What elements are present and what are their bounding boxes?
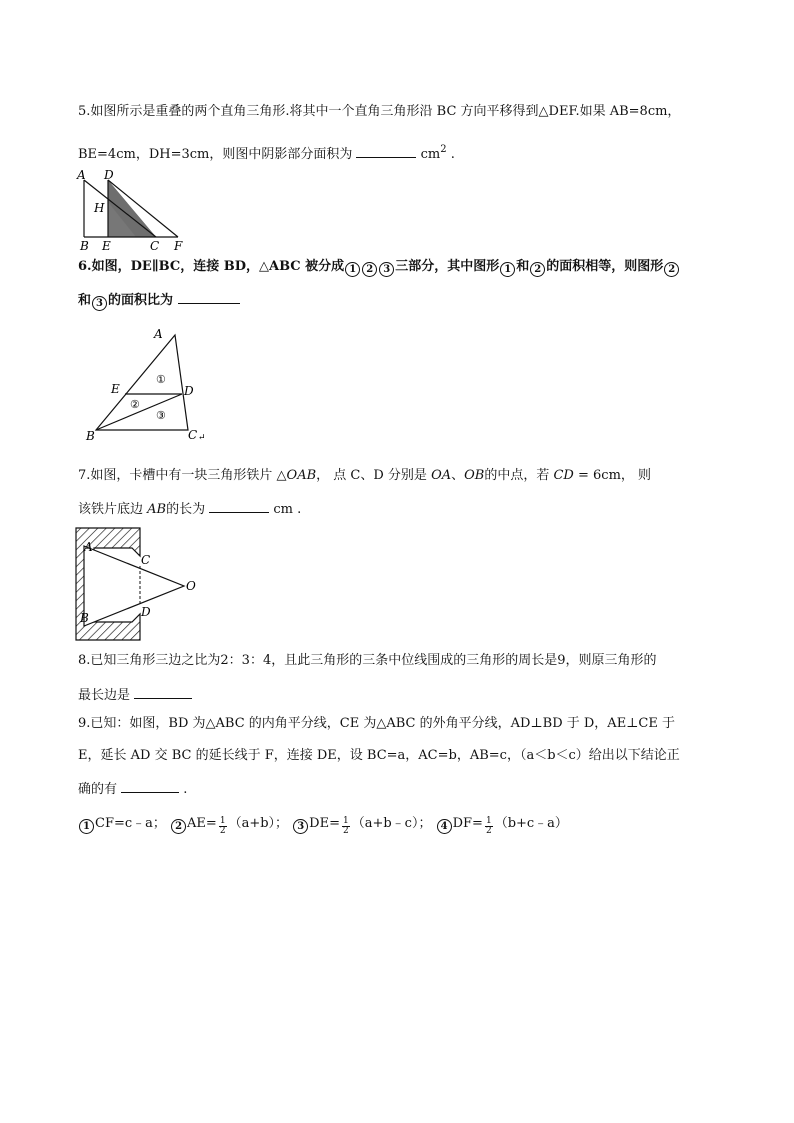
q9-option-4a: DF= — [452, 816, 483, 831]
q8-text: 最长边是 — [78, 688, 135, 703]
q7-text-d: 的中点，若 — [484, 468, 554, 483]
q7-label-a: A — [84, 540, 93, 554]
q6-triangle-abc — [96, 335, 188, 430]
q6-text-e: 和 — [78, 293, 92, 308]
q7-label-o: O — [186, 579, 196, 593]
q6-text-b: 三部分，其中图形 — [395, 259, 500, 274]
q9-line2: E，延长 AD 交 BC 的延长线于 F，连接 DE，设 BC=a，AC=b，AB=c，（a＜b＜c）给出以下结论正 — [78, 748, 680, 763]
q7-oa: OA — [431, 468, 452, 483]
q9-frac-2-num: 1 — [219, 816, 226, 826]
q9-option-3a: DE= — [309, 816, 340, 831]
q6-circ-3a: 3 — [379, 262, 394, 277]
q9-frac-4-den: 2 — [485, 826, 492, 836]
q9-line1: 9.已知：如图，BD 为△ABC 的内角平分线，CE 为△ABC 的外角平分线，AD⊥BD 于 D，AE⊥CE 于 — [78, 716, 675, 731]
q9-option-2b: （a+b）； — [228, 816, 289, 831]
q7-ob: OB — [464, 468, 485, 483]
q7-cd-value: = 6cm — [573, 468, 621, 483]
q6-label-d: D — [184, 384, 194, 398]
q5-label-e: E — [102, 239, 111, 252]
q9-circ-3: 3 — [293, 819, 308, 834]
q6-line1 — [78, 258, 680, 277]
q5-label-f: F — [174, 239, 183, 252]
q6-circ-3b: 3 — [92, 296, 107, 311]
q6-answer-blank[interactable] — [178, 289, 240, 304]
q6-circ-2a: 2 — [362, 262, 377, 277]
q8-line1: 8.已知三角形三边之比为2：3：4，且此三角形的三条中位线围成的三角形的周长是9，则原三角形的 — [78, 653, 657, 668]
q9-answer-blank[interactable] — [121, 778, 179, 793]
q5-answer-blank[interactable] — [356, 143, 416, 158]
q6-label-b: B — [86, 429, 95, 443]
q9-options — [78, 815, 568, 836]
q7-oab: OAB — [286, 468, 317, 483]
q9-frac-4-num: 1 — [485, 816, 492, 826]
q9-option-4b: （b+c﹣a） — [494, 816, 568, 831]
q6-circ-2b: 2 — [530, 262, 545, 277]
q5-unit: cm — [416, 147, 441, 162]
q5-line1: 5.如图所示是重叠的两个直角三角形.将其中一个直角三角形沿 BC 方向平移得到△DEF.如果 AB=8cm， — [78, 104, 681, 119]
q7-unit: cm — [269, 502, 293, 517]
q6-text-c: 和 — [516, 259, 530, 274]
q9-frac-2 — [219, 817, 227, 836]
q9-frac-3 — [342, 817, 350, 836]
q7-label-b: B — [80, 611, 89, 625]
q7-triangle-oab — [84, 546, 184, 626]
q8-line2 — [78, 684, 192, 705]
q6-label-e: E — [111, 382, 120, 396]
q9-option-1: CF=c﹣a； — [95, 816, 166, 831]
q9-circ-1: 1 — [79, 819, 94, 834]
q7-ab: AB — [147, 502, 167, 517]
q5-label-a: A — [77, 168, 86, 182]
q9-circ-2: 2 — [171, 819, 186, 834]
q9-line3 — [78, 778, 187, 799]
q5-label-b: B — [80, 239, 89, 252]
q6-text-d: 的面积相等，则图形 — [546, 259, 664, 274]
q9-end: . — [179, 782, 188, 797]
q6-line2 — [78, 289, 240, 311]
q5-label-d: D — [104, 168, 114, 182]
q7-text-g: 的长为 — [166, 502, 210, 517]
q7-text-a: 7.如图，卡槽中有一块三角形铁片 — [78, 468, 277, 483]
q5-end: . — [446, 147, 455, 162]
q7-tri-symbol: △ — [276, 468, 287, 483]
q7-answer-blank[interactable] — [209, 498, 269, 513]
q9-frac-3-num: 1 — [342, 816, 349, 826]
q5-unit-sup: 2 — [440, 144, 447, 155]
q9-option-2a: AE= — [187, 816, 217, 831]
q7-line1 — [78, 467, 651, 485]
q7-line2 — [78, 498, 301, 519]
q6-return-mark: ↵ — [198, 433, 206, 443]
q6-label-a: A — [154, 327, 163, 341]
q7-text-e: ， 则 — [620, 468, 652, 483]
q5-line2-text: BE=4cm，DH=3cm，则图中阴影部分面积为 — [78, 147, 357, 162]
q7-text-f: 该铁片底边 — [78, 502, 148, 517]
q6-region-2: ② — [130, 398, 140, 411]
q6-region-1: ① — [156, 373, 166, 386]
q9-frac-4 — [485, 817, 493, 836]
q5-label-h: H — [94, 201, 105, 215]
q6-text-f: 的面积比为 — [108, 293, 178, 308]
q7-cd: CD — [553, 468, 574, 483]
q9-text: 确的有 — [78, 782, 122, 797]
q5-label-c: C — [150, 239, 160, 252]
q6-circ-1a: 1 — [345, 262, 360, 277]
q6-region-3: ③ — [156, 409, 166, 422]
q9-option-3b: （a+b﹣c）； — [351, 816, 432, 831]
q9-frac-3-den: 2 — [342, 826, 349, 836]
q6-circ-2c: 2 — [664, 262, 679, 277]
q5-line2 — [78, 141, 455, 164]
q9-circ-4: 4 — [437, 819, 452, 834]
q5-figure — [74, 166, 194, 252]
q6-figure — [78, 322, 218, 446]
q7-label-d: D — [141, 605, 151, 619]
q6-circ-1b: 1 — [500, 262, 515, 277]
q6-label-c: C — [188, 428, 198, 442]
q7-end: . — [292, 502, 302, 517]
q9-frac-2-den: 2 — [219, 826, 226, 836]
q7-label-c: C — [141, 553, 151, 567]
q8-answer-blank[interactable] — [134, 684, 192, 699]
q7-figure — [74, 526, 204, 644]
q7-text-b: ， 点 C、D 分别是 — [316, 468, 432, 483]
q7-text-c: 、 — [451, 468, 465, 483]
q6-text-a: 6.如图，DE∥BC，连接 BD，△ABC 被分成 — [78, 259, 345, 274]
